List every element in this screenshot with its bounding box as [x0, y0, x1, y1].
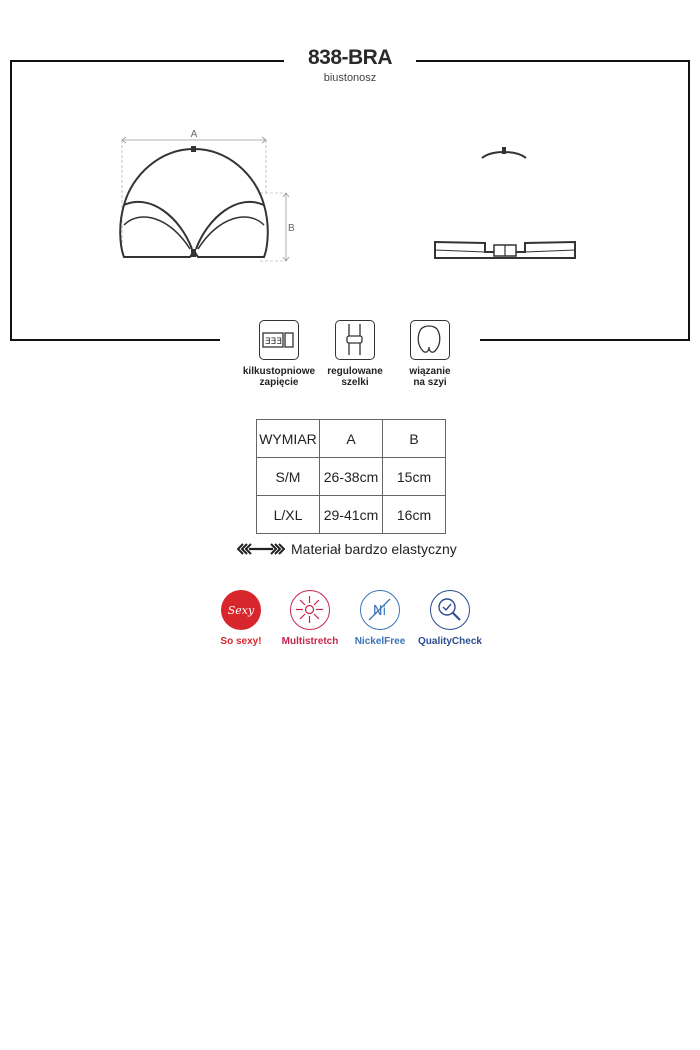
badge-multistretch — [270, 590, 350, 647]
table-cell: S/M — [257, 458, 320, 496]
elastic-note — [237, 540, 457, 558]
frame-left — [10, 60, 12, 341]
svg-text:Sexy: Sexy — [227, 604, 255, 617]
table-cell: 26-38cm — [320, 458, 383, 496]
hook-clasp-icon — [259, 320, 299, 360]
badge-nickelfree-label: NickelFree — [354, 636, 406, 647]
feature-neck-tie — [385, 320, 475, 388]
table-row — [257, 496, 446, 534]
feature-adjustable-straps-label: regulowane szelki — [327, 366, 383, 388]
badge-multistretch-label: Multistretch — [281, 636, 339, 647]
table-cell: 29-41cm — [320, 496, 383, 534]
product-subtitle: biustonosz — [323, 72, 377, 84]
dim-b-label: B — [288, 223, 295, 234]
header-cell: B — [383, 420, 446, 458]
badge-qualitycheck-label: QualityCheck — [418, 636, 482, 647]
table-cell: 16cm — [383, 496, 446, 534]
bra-back-drawing — [430, 140, 580, 265]
elastic-note-text: Materiał bardzo elastyczny — [291, 541, 457, 557]
table-row — [257, 458, 446, 496]
header-cell: A — [320, 420, 383, 458]
dim-a-label: A — [190, 129, 198, 140]
frame-bottom-right — [480, 339, 690, 341]
badge-qualitycheck — [410, 590, 490, 647]
svg-text:ƎƎƎ: ƎƎƎ — [265, 337, 283, 347]
multistretch-icon — [290, 590, 330, 630]
feature-neck-tie-label: wiązanie na szyi — [409, 366, 451, 388]
table-cell: L/XL — [257, 496, 320, 534]
frame-bottom-left — [10, 339, 220, 341]
nickel-free-icon — [360, 590, 400, 630]
feature-hook-clasp-label: kilkustopniowe zapięcie — [242, 366, 316, 388]
badge-so-sexy — [201, 590, 281, 647]
stretch-arrows-icon — [237, 542, 285, 556]
sexy-icon — [221, 590, 261, 630]
svg-text:Ni: Ni — [372, 604, 387, 619]
frame-right — [688, 60, 690, 341]
bra-front-drawing — [110, 125, 300, 270]
table-cell: 15cm — [383, 458, 446, 496]
adjustable-strap-icon — [335, 320, 375, 360]
product-title: 838-BRA — [307, 46, 393, 69]
size-table-header — [257, 420, 446, 458]
header-cell: WYMIAR — [257, 420, 320, 458]
badge-so-sexy-label: So sexy! — [220, 636, 262, 647]
neck-tie-icon — [410, 320, 450, 360]
badge-nickelfree — [340, 590, 420, 647]
size-table — [256, 419, 446, 534]
quality-check-icon — [430, 590, 470, 630]
